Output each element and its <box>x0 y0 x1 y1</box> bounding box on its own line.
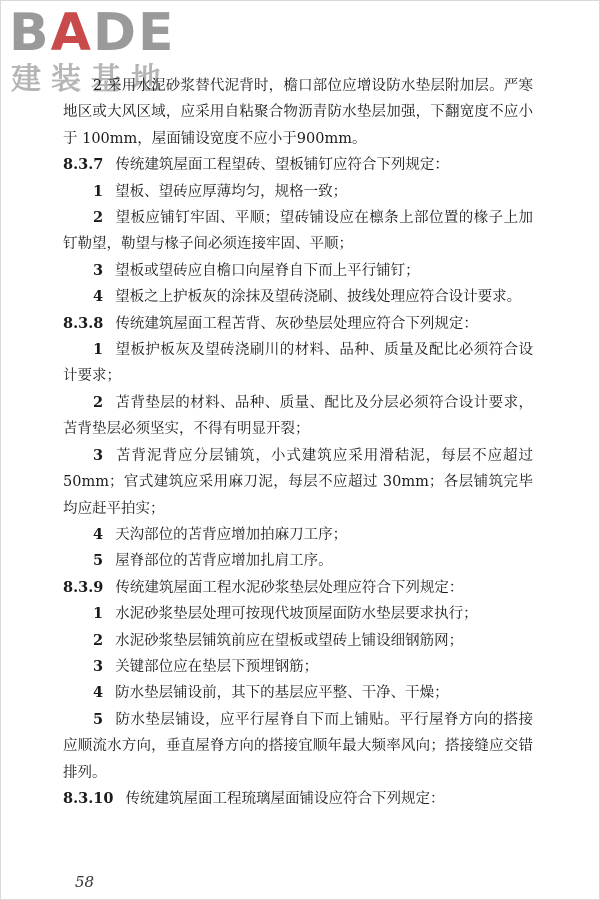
item-number: 2 <box>93 209 104 227</box>
page-number: 58 <box>75 873 95 891</box>
item-number: 2 <box>93 631 104 649</box>
item-number: 3 <box>93 657 104 675</box>
item-number: 4 <box>93 525 104 543</box>
item-text: 防水垫层铺设，应平行屋脊自下而上铺贴。平行屋脊方向的搭接应顺流水方向，垂直屋脊方向的搭接宜顺年最大频率风向；搭接缝应交错排列。 <box>63 711 533 781</box>
clause-8-3-10 <box>63 786 533 812</box>
clause-item <box>63 258 533 284</box>
item-text: 屋脊部位的苫背应增加扎肩工序。 <box>115 553 333 570</box>
clause-item <box>63 443 533 522</box>
item-text: 望板之上护板灰的涂抹及望砖浇刷、披线处理应符合设计要求。 <box>115 289 522 306</box>
clause-item <box>63 680 533 706</box>
clause-text: 传统建筑屋面工程望砖、望板铺钉应符合下列规定： <box>115 157 449 174</box>
item-text: 苫背垫层的材料、品种、质量、配比及分层必须符合设计要求，苫背垫层必须坚实，不得有明显开裂； <box>63 394 533 438</box>
clause-item <box>63 205 533 258</box>
logo-wordmark: BADE <box>9 3 176 63</box>
item-number: 1 <box>93 182 104 200</box>
item-text: 望板、望砖应厚薄均匀，规格一致； <box>115 183 348 200</box>
clause-item <box>63 337 533 390</box>
item-text: 水泥砂浆垫层铺筑前应在望板或望砖上铺设细钢筋网； <box>115 632 464 649</box>
item-text: 望板护板灰及望砖浇刷川的材料、品种、质量及配比必须符合设计要求； <box>63 342 533 385</box>
clause-8-3-7 <box>63 152 533 178</box>
clause-item <box>63 654 533 680</box>
clause-number: 8.3.10 <box>63 789 114 807</box>
clause-item <box>63 628 533 654</box>
clause-text: 传统建筑屋面工程琉璃屋面铺设应符合下列规定： <box>125 790 445 807</box>
clause-number: 8.3.8 <box>63 314 104 332</box>
clause-number: 8.3.7 <box>63 156 104 174</box>
clause-8-3-9 <box>63 575 533 601</box>
clause-item <box>63 179 533 205</box>
logo-subtitle: 建装基地 <box>11 62 171 97</box>
item-number: 5 <box>93 710 104 728</box>
document-body <box>63 73 533 812</box>
item-number: 2 <box>93 393 104 411</box>
clause-item <box>63 522 533 548</box>
clause-item <box>63 284 533 310</box>
item-text: 苫背泥背应分层铺筑，小式建筑应采用滑秸泥，每层不应超过 50mm；官式建筑应采用麻刀泥，每层不应超过 30mm；各层铺筑完毕均应赶平拍实； <box>63 447 533 517</box>
clause-item <box>63 707 533 786</box>
paragraph-intro-item: 2 采用水泥砂浆替代泥背时，檐口部位应增设防水垫层附加层。严寒地区或大风区域，应采用自粘聚合物沥青防水垫层加强，下翻宽度不应小于 100mm，屋面铺设宽度不应小于900mm。 <box>63 78 533 147</box>
clause-text: 传统建筑屋面工程水泥砂浆垫层处理应符合下列规定： <box>115 579 464 596</box>
item-number: 4 <box>93 684 104 702</box>
item-text: 天沟部位的苫背应增加拍麻刀工序； <box>115 526 348 543</box>
item-number: 1 <box>93 341 104 359</box>
clause-text: 传统建筑屋面工程苫背、灰砂垫层处理应符合下列规定： <box>115 315 478 332</box>
clause-item <box>63 548 533 574</box>
item-text: 望板或望砖应自檐口向屋脊自下而上平行铺钉； <box>115 262 420 279</box>
item-text: 关键部位应在垫层下预埋钢筋； <box>115 658 319 675</box>
item-number: 3 <box>93 261 104 279</box>
item-number: 4 <box>93 288 104 306</box>
item-text: 水泥砂浆垫层处理可按现代坡顶屋面防水垫层要求执行； <box>115 606 478 623</box>
item-text: 防水垫层铺设前，其下的基层应平整、干净、干燥； <box>115 685 449 702</box>
item-number: 1 <box>93 605 104 623</box>
clause-8-3-8 <box>63 311 533 337</box>
clause-number: 8.3.9 <box>63 578 104 596</box>
item-number: 3 <box>93 446 104 464</box>
clause-item <box>63 601 533 627</box>
clause-item <box>63 390 533 443</box>
item-text: 望板应铺钉牢固、平顺；望砖铺设应在檩条上部位置的椽子上加钉勒望，勒望与椽子间必须连接牢固、平顺； <box>63 210 533 253</box>
item-number: 5 <box>93 552 104 570</box>
